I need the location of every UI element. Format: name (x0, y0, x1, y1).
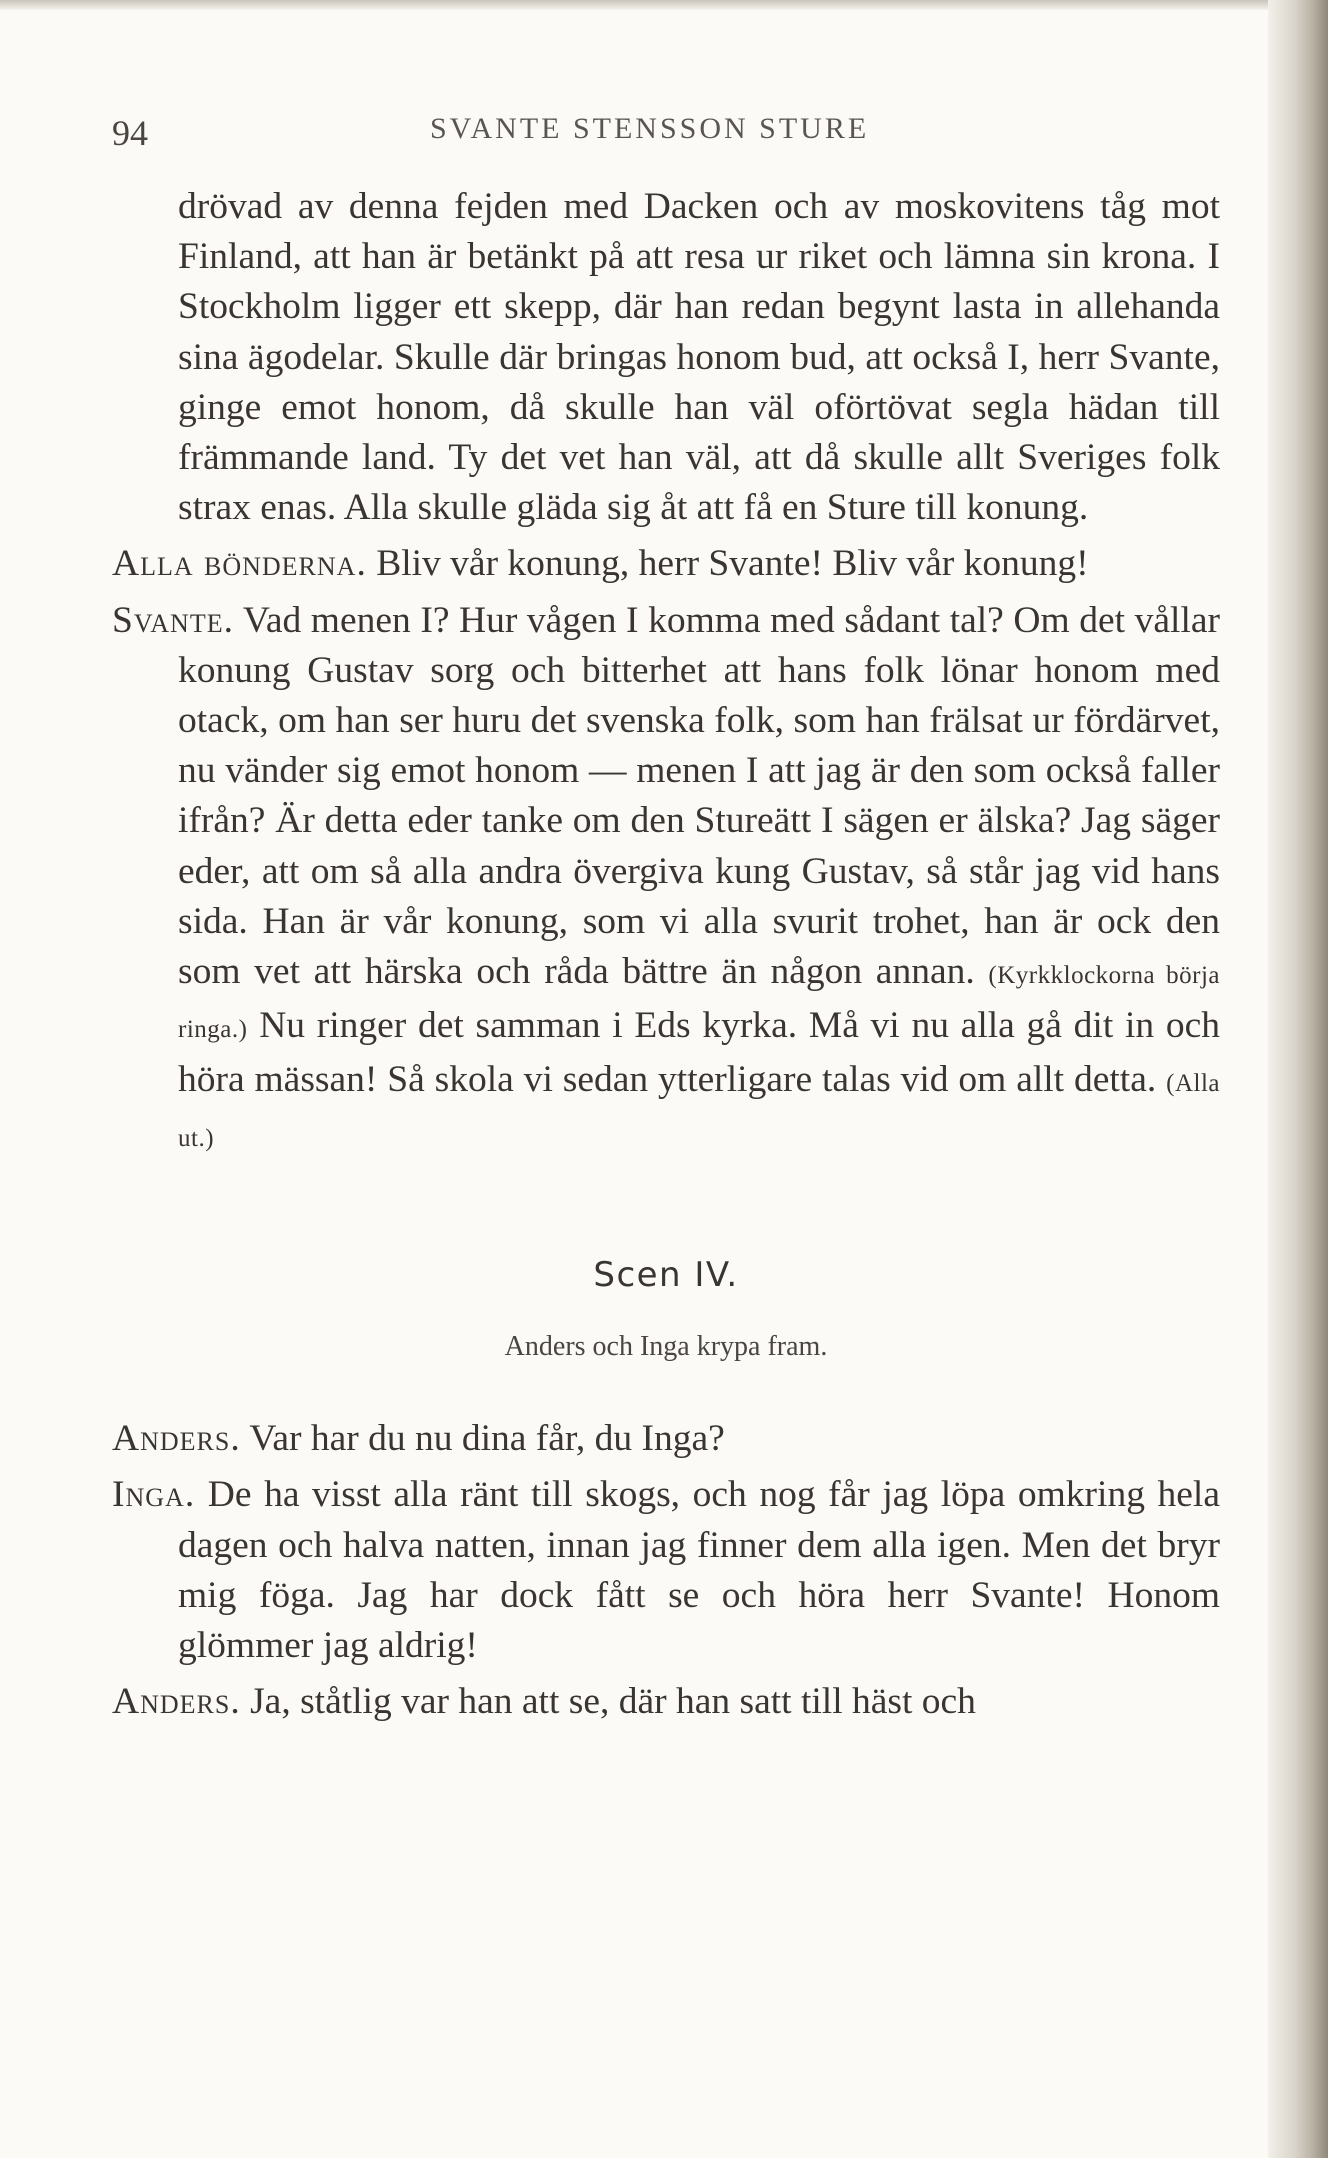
speech-svante (112, 596, 1220, 1164)
page-top-edge (0, 0, 1328, 10)
speech-text: Ja, ståtlig var han att se, där han satt till häst och (250, 1681, 976, 1723)
stage-direction: (Kyrkklockorna börja ringa.) (178, 962, 1221, 1044)
speech-inga (112, 1470, 1220, 1671)
scene-direction: Anders och Inga krypa fram. (504, 1331, 828, 1363)
speech-text: Nu ringer det samman i Eds kyrka. Må vi nu alla gå dit in och höra mässan! Så skola vi sedan ytterligare talas vid om allt detta. (178, 1005, 1221, 1101)
speech-text: De ha visst alla ränt till skogs, och nog får jag löpa omkring hela dagen och halva natten, innan jag finner dem alla igen. Men det bryr mig föga. Jag har dock fått se och höra herr Svante! Honom glömmer jag aldrig! (178, 1474, 1220, 1667)
speaker-name: Svante. (112, 599, 234, 641)
book-spine-shadow (1268, 0, 1328, 2158)
stage-direction: (Alla ut.) (178, 1070, 1221, 1152)
speaker-name: Anders. (112, 1418, 241, 1460)
speaker-name: Alla bönderna. (112, 543, 367, 585)
running-title: SVANTE STENSSON STURE (430, 112, 870, 145)
speaker-name: Inga. (112, 1474, 196, 1516)
speech-text: Vad menen I? Hur vågen I komma med sådant tal? Om det vållar konung Gustav sorg och bitterhet att hans folk lönar honom med otack, om han ser huru det svenska folk, som han frälsat ur fördärvet, nu vänder sig emot honom — menen I att jag är den som också faller ifrån? Är detta eder tanke om den Stureätt I sägen er älska? Jag säger eder, att om så alla andra övergiva kung Gustav, så står jag vid hans sida. Han är vår konung, som vi alla svurit trohet, han är ock den som vet att härska och råda bättre än någon annan. (178, 599, 1220, 993)
scene-heading: Scen IV. (593, 1254, 739, 1295)
speech-alla-bonderna (112, 539, 1220, 589)
speaker-name: Anders. (112, 1681, 241, 1723)
text-block (112, 182, 1220, 1733)
continuation-paragraph: drövad av denna fejden med Dacken och av moskovitens tåg mot Finland, att han är betänkt på att resa ur riket och lämna sin krona. I Stockholm ligger ett skepp, där han redan begynt lasta in allehanda sina ägodelar. Skulle där bringas honom bud, att också I, herr Svante, ginge emot honom, då skulle han väl oförtövat segla hädan till främmande land. Ty det vet han väl, att då skulle allt Sveriges folk strax enas. Alla skulle gläda sig åt att få en Sture till konung. (178, 186, 1220, 529)
speech-anders (112, 1677, 1220, 1727)
speech-text: Var har du nu dina får, du Inga? (249, 1418, 725, 1460)
speech-anders (112, 1414, 1220, 1464)
speech-text: Bliv vår konung, herr Svante! Bliv vår konung! (376, 543, 1089, 585)
page-number: 94 (112, 113, 148, 153)
